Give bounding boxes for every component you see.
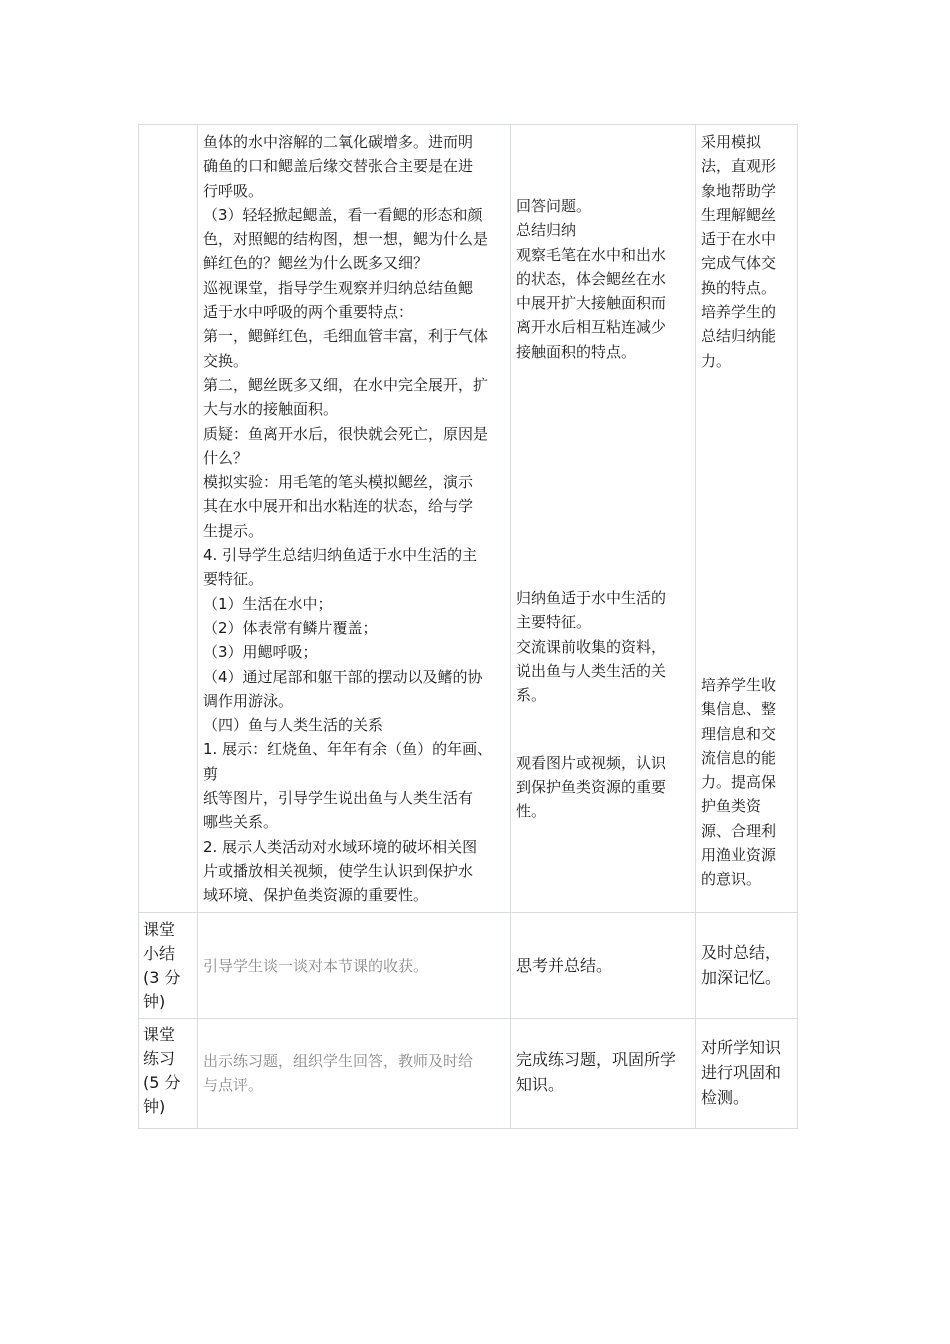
- teacher-text-line: 与点评。: [203, 1075, 264, 1094]
- teacher-text-line: 行呼吸。: [203, 181, 264, 200]
- intent-text-line: 完成气体交: [701, 254, 777, 273]
- teacher-text-line: 第一，鳃鲜红色，毛细血管丰富，利于气体: [203, 327, 489, 346]
- student-text-line: 总结归纳: [516, 221, 577, 240]
- student-activity-block-2: [516, 586, 691, 707]
- teacher-text-line: 生提示。: [203, 521, 264, 540]
- teacher-text-line: 要特征。: [203, 570, 264, 589]
- intent-text-line: 源、合理利: [701, 821, 777, 840]
- stage-label-line: (5 分: [143, 1072, 181, 1092]
- teacher-text-line: 色，对照鳃的结构图，想一想，鳃为什么是: [203, 230, 489, 249]
- intent-text-line: 力。: [701, 351, 732, 370]
- teacher-text-practice: [198, 1019, 510, 1102]
- teacher-text-line: 适于水中呼吸的两个重要特点：: [203, 303, 414, 322]
- intent-text-line: 法，直观形: [701, 157, 777, 176]
- design-intent-cell: [696, 125, 798, 913]
- teacher-text-line: 出示练习题，组织学生回答，教师及时给: [203, 1051, 474, 1070]
- stage-label-line: 课堂: [143, 1024, 176, 1044]
- teacher-text-line: 纸等图片，引导学生说出鱼与人类生活有: [203, 789, 474, 808]
- intent-cell-practice: [696, 1018, 798, 1128]
- student-text-line: 离开水后相互粘连减少: [516, 318, 667, 337]
- student-cell-summary: [511, 912, 696, 1018]
- student-text-line: 观察毛笔在水中和出水: [516, 245, 667, 264]
- student-activity-block-1: [516, 194, 691, 364]
- teacher-text-line: 其在水中展开和出水粘连的状态，给与学: [203, 497, 474, 516]
- intent-text-line: 理信息和交: [701, 724, 777, 743]
- student-text-line: 主要特征。: [516, 613, 592, 632]
- teacher-text-line: 4. 引导学生总结归纳鱼适于水中生活的主: [203, 546, 478, 565]
- intent-text-line: 培养学生的: [701, 303, 777, 322]
- intent-text-summary: [696, 913, 797, 994]
- lesson-plan-table: [138, 124, 798, 1129]
- table-row-main: [139, 125, 798, 913]
- teacher-text-summary: [198, 913, 510, 982]
- stage-label-summary: [139, 913, 197, 1018]
- student-text-line: 中展开扩大接触面积而: [516, 294, 667, 313]
- stage-label-practice: [139, 1019, 197, 1123]
- teacher-activity-text: [198, 125, 510, 912]
- intent-text-line: 检测。: [701, 1087, 750, 1107]
- teacher-text-line: 第二，鳃丝既多又细，在水中完全展开，扩: [203, 375, 489, 394]
- student-text-line: 知识。: [516, 1074, 565, 1094]
- teacher-text-line: 鲜红色的？鳃丝为什么既多又细？: [203, 254, 429, 273]
- intent-text-line: 适于在水中: [701, 230, 777, 249]
- student-text-line: 性。: [516, 802, 547, 821]
- stage-label-line: 小结: [143, 943, 176, 963]
- design-intent-block-2: [701, 673, 793, 892]
- teacher-text-line: 鱼体的水中溶解的二氧化碳增多。进而明: [203, 133, 474, 151]
- teacher-text-line: 大与水的接触面积。: [203, 400, 339, 419]
- student-text-practice: [511, 1019, 695, 1101]
- intent-text-line: 集信息、整: [701, 700, 777, 719]
- student-text-line: 接触面积的特点。: [516, 342, 637, 361]
- teacher-text-line: 2. 展示人类活动对水域环境的破坏相关图: [203, 837, 478, 856]
- intent-text-line: 用渔业资源: [701, 846, 777, 865]
- teacher-activity-cell: [198, 125, 511, 913]
- stage-label-line: 钟): [143, 991, 166, 1011]
- student-text-line: 完成练习题，巩固所学: [516, 1049, 677, 1069]
- intent-text-line: 换的特点。: [701, 278, 777, 297]
- student-text-line: 的状态，体会鳃丝在水: [516, 269, 667, 288]
- teacher-text-line: 片或播放相关视频，使学生认识到保护水: [203, 861, 474, 880]
- teacher-cell-practice: [198, 1018, 511, 1128]
- intent-text-line: 生理解鳃丝: [701, 205, 777, 224]
- teacher-text-line: 巡视课堂，指导学生观察并归纳总结鱼鳃: [203, 278, 474, 297]
- teacher-text-line: 模拟实验：用毛笔的笔头模拟鳃丝，演示: [203, 473, 474, 492]
- design-intent-block-1: [701, 130, 793, 373]
- intent-text-line: 总结归纳能: [701, 327, 777, 346]
- student-text-line: 到保护鱼类资源的重要: [516, 777, 667, 796]
- intent-text-line: 对所学知识: [701, 1037, 782, 1057]
- student-text-line: 说出鱼与人类生活的关: [516, 661, 667, 680]
- stage-label-line: 课堂: [143, 919, 176, 939]
- teacher-text-line: （3）轻轻掀起鳃盖，看一看鳃的形态和颜: [203, 205, 483, 224]
- stage-cell-practice: [139, 1018, 198, 1128]
- teacher-text-line: 什么？: [203, 448, 249, 467]
- stage-label-line: (3 分: [143, 967, 181, 987]
- intent-text-line: 护鱼类资: [701, 797, 762, 816]
- teacher-text-line: （2）体表常有鳞片覆盖；: [203, 618, 378, 637]
- table-row-practice: [139, 1018, 798, 1128]
- teacher-text-line: 质疑：鱼离开水后，很快就会死亡，原因是: [203, 424, 489, 443]
- student-text-line: 系。: [516, 686, 547, 705]
- student-text-summary: [511, 913, 695, 982]
- teacher-text-line: 哪些关系。: [203, 813, 279, 832]
- teacher-text-line: 调作用游泳。: [203, 691, 294, 710]
- teacher-text-line: （四）鱼与人类生活的关系: [203, 716, 384, 735]
- intent-cell-summary: [696, 912, 798, 1018]
- student-text-line: 观看图片或视频，认识: [516, 753, 667, 772]
- teacher-text-line: 域环境、保护鱼类资源的重要性。: [203, 886, 429, 905]
- intent-text-line: 加深记忆。: [701, 967, 782, 987]
- teacher-text-line: 交换。: [203, 351, 249, 370]
- intent-text-line: 象地帮助学: [701, 181, 777, 200]
- teacher-text-line: 1. 展示：红烧鱼、年年有余（鱼）的年画、剪: [203, 740, 493, 783]
- student-activity-cell: [511, 125, 696, 913]
- design-intent-text: [696, 125, 797, 896]
- intent-text-line: 及时总结，: [701, 942, 782, 962]
- teacher-cell-summary: [198, 912, 511, 1018]
- student-summary-line: 思考并总结。: [516, 955, 613, 975]
- intent-text-line: 采用模拟: [701, 133, 762, 151]
- teacher-text-line: （4）通过尾部和躯干部的摆动以及鳍的协: [203, 667, 483, 686]
- student-text-line: 回答问题。: [516, 197, 592, 215]
- teacher-text-line: （3）用鳃呼吸；: [203, 643, 318, 662]
- student-cell-practice: [511, 1018, 696, 1128]
- stage-label-line: 练习: [143, 1048, 176, 1068]
- stage-cell-empty: [139, 125, 198, 913]
- student-activity-block-3: [516, 751, 691, 824]
- stage-label-line: 钟): [143, 1096, 166, 1116]
- student-activity-text: [511, 125, 695, 827]
- intent-text-line: 的意识。: [701, 870, 762, 889]
- teacher-text-line: （1）生活在水中；: [203, 594, 333, 613]
- intent-text-line: 培养学生收: [701, 675, 777, 694]
- teacher-summary-line: 引导学生谈一谈对本节课的收获。: [203, 956, 429, 975]
- student-text-line: 归纳鱼适于水中生活的: [516, 589, 667, 608]
- intent-text-practice: [696, 1019, 797, 1114]
- table-row-summary: [139, 912, 798, 1018]
- student-text-line: 交流课前收集的资料，: [516, 637, 667, 656]
- stage-cell-summary: [139, 912, 198, 1018]
- intent-text-line: 进行巩固和: [701, 1062, 782, 1082]
- intent-text-line: 流信息的能: [701, 748, 777, 767]
- teacher-text-line: 确鱼的口和鳃盖后缘交替张合主要是在进: [203, 157, 474, 176]
- intent-text-line: 力。提高保: [701, 773, 777, 792]
